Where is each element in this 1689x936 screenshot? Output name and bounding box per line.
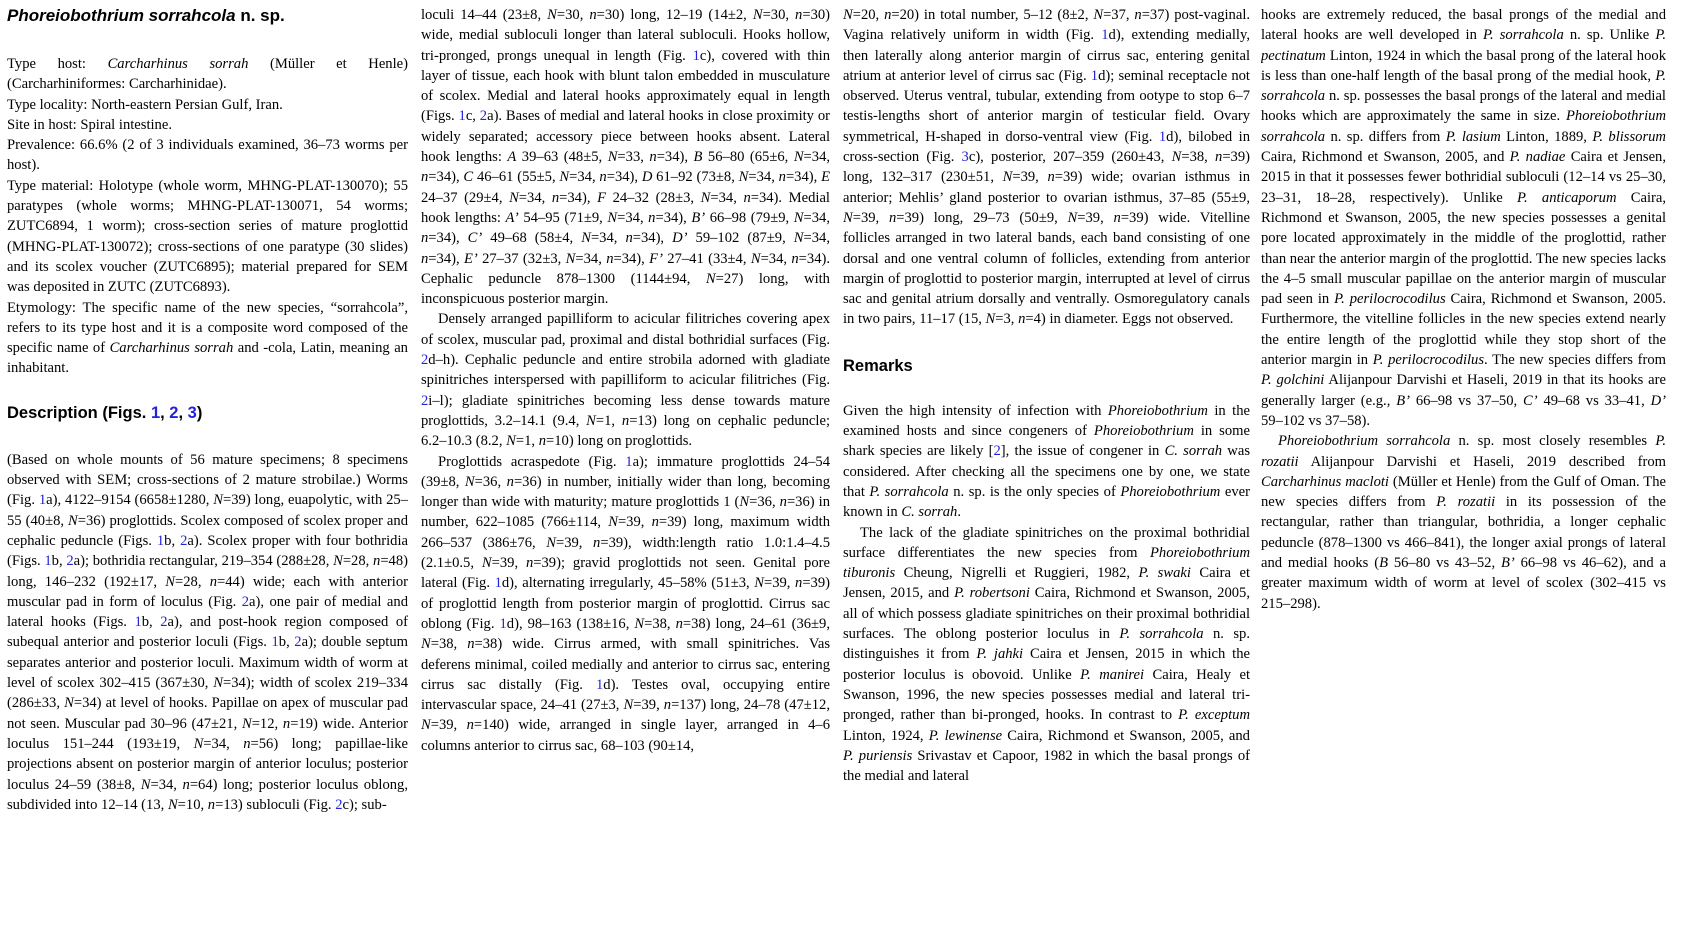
text-column-2 <box>421 0 830 936</box>
text-run: P. blissorum <box>1592 128 1666 145</box>
text-run: P. sorrahcola <box>869 483 949 500</box>
text-run: B’ <box>691 209 706 226</box>
species-title <box>7 5 408 26</box>
text-run: N=20, n=20) in total number, 5–12 (8±2, N=37, n=37) post-vaginal. Vagina relatively uniform in width (Fig. <box>843 7 1250 44</box>
text-run: D <box>641 169 653 186</box>
text-run: , <box>160 403 170 422</box>
figure-ref-link[interactable]: 1 <box>38 492 47 509</box>
text-run: P. nadiae <box>1509 149 1566 166</box>
text-run: . The new species differs from <box>1484 352 1666 369</box>
text-run: Phoreiobothrium sorrahcola <box>1278 433 1451 450</box>
text-run: Type material: Holotype (whole worm, MHNG-PLAT-130070); 55 paratypes (whole worms; MHNG-PLAT-130071, 54 worms; ZUTC6894, 1 worm); cross-section series of mature proglottid (MHNG-PLAT-130072); cross-sections of one paratype (30 slides) and its scolex voucher (ZUTC6895); material prepared for SEM was deposited in ZUTC (ZUTC6893). <box>7 177 408 296</box>
text-run: F <box>597 189 606 206</box>
text-run: B <box>1379 555 1388 572</box>
text-run: C <box>463 169 474 186</box>
text-run: A’ <box>505 209 519 226</box>
text-run: c), covered with thin layer of tissue, each hook with blunt talon embedded in musculature of scolex. Medial and lateral hooks approximately equal in length (Figs. <box>421 47 830 125</box>
figure-ref-link[interactable]: 1 <box>1101 27 1109 44</box>
paragraph <box>421 452 830 756</box>
text-run: Linton, 1924, <box>843 727 929 744</box>
text-run: B’ <box>1500 555 1515 572</box>
text-run: a). Scolex proper with four bothridia (Figs. <box>7 532 408 570</box>
figure-ref-link[interactable]: 1 <box>458 108 466 125</box>
text-run: 66–98 vs 37–50, <box>1409 392 1523 409</box>
text-run: Alijanpour Darvishi et Haseli, 2019 in that its hooks are generally larger (e.g., <box>1261 372 1666 409</box>
text-run: P. anticaporum <box>1516 189 1617 206</box>
text-run: P. sorrahcola <box>1261 67 1666 105</box>
text-run: hooks are extremely reduced, the basal prongs of the medial and lateral hooks are well developed in <box>1261 7 1666 44</box>
text-run: Site in host: Spiral intestine. <box>7 116 172 133</box>
text-run: 46–61 (55±5, N=34, n=34), <box>473 169 642 186</box>
text-run: Caira, Richmond et Swanson, 2005, the new species possesses a genital pore located approximately in the middle of the proglottid, rather than near the anterior margin of the proglottid. The new species lacks the 4–5 small muscular papillae on the anterior margin of muscular pad seen in <box>1261 189 1666 308</box>
text-run: n. sp. Unlike <box>1563 27 1656 44</box>
text-run: Phoreiobothrium <box>1120 483 1221 500</box>
text-run: a); bothridia rectangular, 219–354 (288±28, N=28, n=48) long, 146–232 (192±17, N=28, n=44) wide; each with anterior muscular pad in form of loculus (Fig. <box>7 553 408 610</box>
figure-ref-link[interactable]: 2 <box>241 593 250 610</box>
text-run: b, <box>164 532 181 549</box>
text-run: n. sp. <box>235 6 285 25</box>
text-run: Type host: <box>7 56 108 72</box>
text-run: E’ <box>463 250 478 267</box>
text-run: 49–68 (58±4, N=34, n=34), <box>482 230 673 247</box>
text-run: Cheung, Nigrelli et Ruggieri, 1982, <box>895 565 1139 582</box>
text-run: P. golchini <box>1261 372 1325 389</box>
figure-ref-link[interactable]: 2 <box>180 532 188 549</box>
text-run: Prevalence: 66.6% (2 of 3 individuals examined, 36–73 worms per host). <box>7 137 408 174</box>
figure-ref-link[interactable]: 2 <box>421 352 429 369</box>
text-run: (Müller et Henle) from the Gulf of Oman. The new species differs from <box>1261 473 1666 511</box>
figure-ref-link[interactable]: 1 <box>1090 67 1099 84</box>
text-column-4 <box>1261 0 1666 936</box>
text-run: n. sp. differs from <box>1325 128 1446 145</box>
text-run: C. sorrah <box>1164 443 1223 460</box>
text-run: Phoreiobothrium <box>1107 402 1208 419</box>
text-run: 24–32 (28±3, N=34, n=34). Medial hook lengths: <box>421 189 830 226</box>
text-run: c); sub- <box>342 796 387 813</box>
text-run: P. perilocrocodilus <box>1334 291 1446 308</box>
text-run: n. sp. is the only species of <box>948 483 1121 500</box>
figure-ref-link[interactable]: 1 <box>625 453 633 470</box>
text-run: Caira, Richmond et Swanson, 2005, all of which possess gladiate spinitriches on their proximal bothridial surfaces. The oblong posterior loculus in <box>843 585 1250 643</box>
text-run: D’ <box>1650 392 1666 409</box>
paragraph <box>421 5 830 309</box>
text-run: 66–98 (79±9, N=34, n=34), <box>421 209 830 247</box>
paragraph <box>7 298 408 379</box>
figure-ref-link[interactable]: 2 <box>421 392 429 409</box>
text-run: n. sp. distinguishes it from <box>843 626 1250 663</box>
text-run: P. manirei <box>1080 666 1145 683</box>
text-run: Carcharhinus macloti <box>1261 473 1389 490</box>
text-run: d), alternating irregularly, 45–58% (51±3, N=39, n=39) of proglottid length from posterior margin of proglottid. Cirrus sac oblong (Fig. <box>421 575 830 632</box>
text-run: Description (Figs. <box>7 403 151 422</box>
figure-ref-link[interactable]: 2 <box>335 796 343 813</box>
text-run: b, <box>51 553 67 570</box>
text-run: a). Bases of medial and lateral hooks in close proximity or widely separated; accessory piece between hooks absent. Lateral hook lengths: <box>421 108 830 166</box>
text-run: loculi 14–44 (23±8, N=30, n=30) long, 12–19 (14±2, N=30, n=30) wide, medial subloculi longer than lateral subloculi. Hooks hollow, tri-pronged, prongs unequal in length (Fig. <box>421 7 830 64</box>
paragraph <box>7 176 408 298</box>
text-run: P. lasium <box>1445 128 1501 145</box>
text-run: Phoreiobothrium <box>1093 423 1194 440</box>
paragraph <box>843 5 1250 330</box>
figure-ref-link[interactable]: 1 <box>494 575 502 592</box>
text-run: 61–92 (73±8, N=34, n=34), <box>652 169 822 186</box>
text-run: C’ <box>467 230 483 247</box>
figure-ref-link[interactable]: 1 <box>44 553 52 570</box>
text-run: 49–68 vs 33–41, <box>1537 392 1651 409</box>
text-run: 54–95 (71±9, N=34, n=34), <box>518 209 692 226</box>
text-run: (Müller et Henle) (Carcharhiniformes: Carcharhinidae). <box>7 56 408 93</box>
text-run: The lack of the gladiate spinitriches on the proximal bothridial surface differentiates the new species from <box>843 524 1250 561</box>
paragraph <box>7 450 408 815</box>
text-column-3 <box>843 0 1250 936</box>
text-run: 39–63 (48±5, N=33, n=34), <box>516 149 694 166</box>
text-run: Densely arranged papilliform to acicular filitriches covering apex of scolex, muscular pad, proximal and distal bothridial surfaces (Fig. <box>421 311 830 348</box>
text-run: ever known in <box>843 483 1250 521</box>
text-run: D’ <box>672 230 688 247</box>
paragraph <box>7 95 408 115</box>
text-run: Remarks <box>843 356 913 375</box>
text-run: a), 4122–9154 (6658±1280, N=39) long, euapolytic, with 25–55 (40±8, N=36) proglottids. Scolex composed of scolex proper and cephalic peduncle (Figs. <box>7 492 408 549</box>
text-run: in its possession of the rectangular, rather than triangular, bothridia, a longer cephalic peduncle (878–1300 vs 466–841), the longer axial prongs of lateral and medial hooks ( <box>1261 494 1666 572</box>
figure-ref-link[interactable]: 2 <box>479 108 488 125</box>
figure-ref-link[interactable]: 2 <box>160 614 168 631</box>
text-run: E <box>821 169 830 186</box>
text-run: in some shark species are likely [ <box>843 423 1250 460</box>
paragraph <box>7 135 408 176</box>
text-run: c, <box>465 108 480 125</box>
paragraph <box>7 115 408 135</box>
text-column-1 <box>7 0 408 936</box>
text-run: Caira et Jensen, 2015, and <box>843 565 1250 602</box>
text-run: Caira, Richmond et Swanson, 2005. Furthermore, the vitelline follicles in the new species extend nearly the entire length of the proglottid while they stop short of the anterior margin in <box>1261 291 1666 369</box>
text-run: Type locality: North-eastern Persian Gulf, Iran. <box>7 96 283 113</box>
text-run: d–h). Cephalic peduncle and entire strobila adorned with gladiate spinitriches interspersed with papilliform to acicular filitriches (Fig. <box>421 352 830 389</box>
text-run: a); immature proglottids 24–54 (39±8, N=36, n=36) in number, initially wider than long, becoming longer than wide with maturity; mature proglottids 1 (N=36, n=36) in number, 622–1085 (766±114, N=39, n=39) long, maximum width 266–537 (386±76, N=39, n=39), width:length ratio 1.0:1.4–4.5 (2.1±0.5, N=39, n=39); gravid proglottids not seen. Genital pore lateral (Fig. <box>421 453 830 592</box>
text-run: 66–98 vs 46–62), and a greater maximum width of worm at level of scolex (302–415 vs 215–298). <box>1261 555 1666 612</box>
text-run: b, <box>278 634 295 651</box>
text-run: Carcharhinus sorrah <box>107 56 249 72</box>
figure-ref-link[interactable]: 1 <box>150 403 161 422</box>
text-run: F’ <box>649 250 663 267</box>
text-run: P. puriensis <box>843 747 913 764</box>
paragraph <box>1261 5 1666 431</box>
text-run: d), 98–163 (138±16, N=38, n=38) long, 24–61 (36±9, N=38, n=38) wide. Cirrus armed, with small spinitriches. Vas deferens minimal, coiled medially and anterior to cirrus sac, entering cirrus sac distally (Fig. <box>421 615 830 693</box>
text-run: 59–102 (87±9, N=34, n=34), <box>421 230 830 267</box>
text-run: B’ <box>1396 392 1410 409</box>
text-run: a), and post-hook region composed of subequal anterior and posterior loculi (Figs. <box>7 614 408 651</box>
text-run: A <box>507 149 517 166</box>
text-run: 56–80 vs 43–52, <box>1387 555 1501 572</box>
text-run: C. sorrah <box>901 504 958 521</box>
description-heading <box>7 403 408 424</box>
text-run: a), one pair of medial and lateral hooks (Figs. <box>7 593 408 631</box>
figure-ref-link[interactable]: 1 <box>1158 128 1167 145</box>
paragraph <box>7 54 408 95</box>
figure-ref-link[interactable]: 1 <box>595 676 604 693</box>
text-run: Carcharhinus sorrah <box>109 340 234 357</box>
figure-ref-link[interactable]: 1 <box>271 634 279 651</box>
text-run: Given the high intensity of infection with <box>843 402 1108 419</box>
text-run: Phoreiobothrium tiburonis <box>843 544 1250 582</box>
text-run: n. sp. possesses the basal prongs of the lateral and medial hooks which are approximately the same in size. <box>1261 88 1666 125</box>
text-run: b, <box>141 614 161 631</box>
text-run: 59–102 vs 37–58). <box>1261 412 1371 429</box>
figure-ref-link[interactable]: 2 <box>66 553 74 570</box>
figure-ref-link[interactable]: 2 <box>993 443 1001 460</box>
text-run: 27–41 (33±4, N=34, n=34). Cephalic peduncle 878–1300 (1144±94, N=27) long, with inconspicuous posterior margin. <box>421 250 830 308</box>
text-run: Phoreiobothrium sorrahcola <box>7 6 236 25</box>
text-run: Caira, Richmond et Swanson, 2005, and <box>1002 727 1250 744</box>
text-run: d), bilobed in cross-section (Fig. <box>843 128 1250 166</box>
figure-ref-link[interactable]: 1 <box>156 532 165 549</box>
text-run: Linton, 1889, <box>1500 128 1593 145</box>
text-run: and -cola, Latin, meaning an inhabitant. <box>7 340 408 377</box>
text-run: 56–80 (65±6, N=34, n=34), <box>421 149 830 186</box>
text-run: P. swaki <box>1138 565 1191 582</box>
figure-ref-link[interactable]: 1 <box>692 47 700 64</box>
text-run: P. sorrahcola <box>1482 27 1564 44</box>
text-run: was considered. After checking all the specimens one by one, we state that <box>843 443 1250 500</box>
text-run: . <box>957 504 961 521</box>
text-run: B <box>693 149 703 166</box>
text-run: Proglottids acraspedote (Fig. <box>438 453 626 470</box>
text-run: ], the issue of congener in <box>1000 443 1165 460</box>
text-run: i–l); gladiate spinitriches becoming less dense towards mature proglottids, 3.2–14.1 (9.4, N=1, n=13) long on cephalic peduncle; 6.2–10.3 (8.2, N=1, n=10) long on proglottids. <box>421 392 830 450</box>
text-run: P. rozatii <box>1436 494 1496 511</box>
text-run: Caira, Richmond et Swanson, 2005, and <box>1261 149 1510 166</box>
text-run: Srivastav et Capoor, 1982 in which the basal prongs of the medial and lateral <box>843 747 1250 785</box>
figure-ref-link[interactable]: 3 <box>187 403 197 422</box>
text-run: P. exceptum <box>1178 707 1250 724</box>
text-run: P. jahki <box>976 646 1024 663</box>
text-run: Alijanpour Darvishi et Haseli, 2019 described from <box>1298 453 1666 470</box>
text-run: Phoreiobothrium sorrahcola <box>1261 108 1666 145</box>
text-run: Caira et Jensen, 2015 in that it possesses fewer bothridial subloculi (12–14 vs 25–30, 23–31, 18–28, respectively). Unlike <box>1261 149 1666 206</box>
text-run: Etymology: The specific name of the new species, “sorrahcola”, refers to its type host and it is a composite word composed of the specific name of <box>7 299 408 357</box>
text-run: Caira, Healy et Swanson, 1996, the new species possesses medial and lateral tri-pronged, rather than bi-pronged, hooks. In contrast to <box>843 666 1250 724</box>
figure-ref-link[interactable]: 1 <box>499 615 507 632</box>
text-run: , <box>178 403 188 422</box>
text-run: c), posterior, 207–359 (260±43, N=38, n=39) long, 132–317 (230±51, N=39, n=39) wide; ovarian isthmus in anterior; Mehlis’ gland posterior to ovarian isthmus, 37–85 (55±9, N=39, n=39) long, 29–73 (50±9, N=39, n=39) wide. Vitelline follicles arranged in two lateral bands, each band consisting of one dorsal and one ventral column of follicles, extending from anterior margin of proglottid to posterior margin, interrupted at level of cirrus sac and genital atrium dorsally and ventrally. Osmoregulatory canals in two pairs, 11–17 (15, N=3, n=4) in diameter. Eggs not observed. <box>843 149 1250 328</box>
text-run: Linton, 1924 in which the basal prong of the lateral hook is less than one-half length of the basal prong of the medial hook, <box>1261 47 1666 84</box>
paragraph <box>421 309 830 451</box>
text-run: P. lewinense <box>928 727 1003 744</box>
figure-ref-link[interactable]: 3 <box>961 149 969 166</box>
figure-ref-link[interactable]: 2 <box>169 403 179 422</box>
text-run: P. rozatii <box>1261 433 1666 470</box>
text-run: P. robertsoni <box>954 585 1030 602</box>
paragraph <box>1261 431 1666 614</box>
remarks-heading <box>843 356 1250 377</box>
text-run: ) <box>196 403 203 422</box>
text-run: a); double septum separates anterior and posterior loculi. Maximum width of worm at level of scolex 302–415 (367±30, N=34); width of scolex 219–334 (286±33, N=34) at level of hooks. Papillae on apex of muscular pad not seen. Muscular pad 30–96 (47±21, N=12, n=19) wide. Anterior loculus 151–244 (193±19, N=34, n=56) long; papillae-like projections absent on posterior margin of anterior loculus; posterior loculus 24–59 (38±8, N=34, n=64) long; posterior loculus oblong, subdivided into 12–14 (13, N=10, n=13) subloculi (Fig. <box>7 634 408 813</box>
paragraph <box>843 401 1250 523</box>
text-run: 27–37 (32±3, N=34, n=34), <box>477 250 650 267</box>
text-run: P. sorrahcola <box>1119 626 1204 643</box>
text-run: in the examined hosts and since congeners of <box>843 402 1250 440</box>
figure-ref-link[interactable]: 2 <box>294 634 302 651</box>
paragraph <box>843 523 1250 787</box>
text-run: P. perilocrocodilus <box>1372 352 1485 369</box>
figure-ref-link[interactable]: 1 <box>134 614 142 631</box>
text-run: d); seminal receptacle not observed. Uterus ventral, tubular, extending from ootype to stop 6–7 testis-lengths short of anterior margin of testicular field. Ovary symmetrical, H-shaped in dorso-ventral view (Fig. <box>843 67 1250 145</box>
text-run: n. sp. most closely resembles <box>1450 433 1656 450</box>
text-run: (Based on whole mounts of 56 mature specimens; 8 specimens observed with SEM; cross-sections of 2 mature strobilae.) Worms (Fig. <box>7 451 408 509</box>
text-run: C’ <box>1523 392 1538 409</box>
text-run: P. pectinatum <box>1261 27 1666 64</box>
text-run: d), extending medially, then laterally along anterior margin of cirrus sac, entering genital atrium at anterior level of cirrus sac (Fig. <box>843 27 1250 84</box>
text-run: Caira et Jensen, 2015 in which the posterior loculus is obovoid. Unlike <box>843 646 1250 683</box>
text-run: 24–37 (29±4, N=34, n=34), <box>421 189 598 206</box>
text-run: d). Testes oval, occupying entire intervascular space, 24–41 (27±3, N=39, n=137) long, 24–78 (47±12, N=39, n=140) wide, arranged in single layer, arranged in 4–6 columns anterior to cirrus sac, 68–103 (90±14, <box>421 676 830 754</box>
